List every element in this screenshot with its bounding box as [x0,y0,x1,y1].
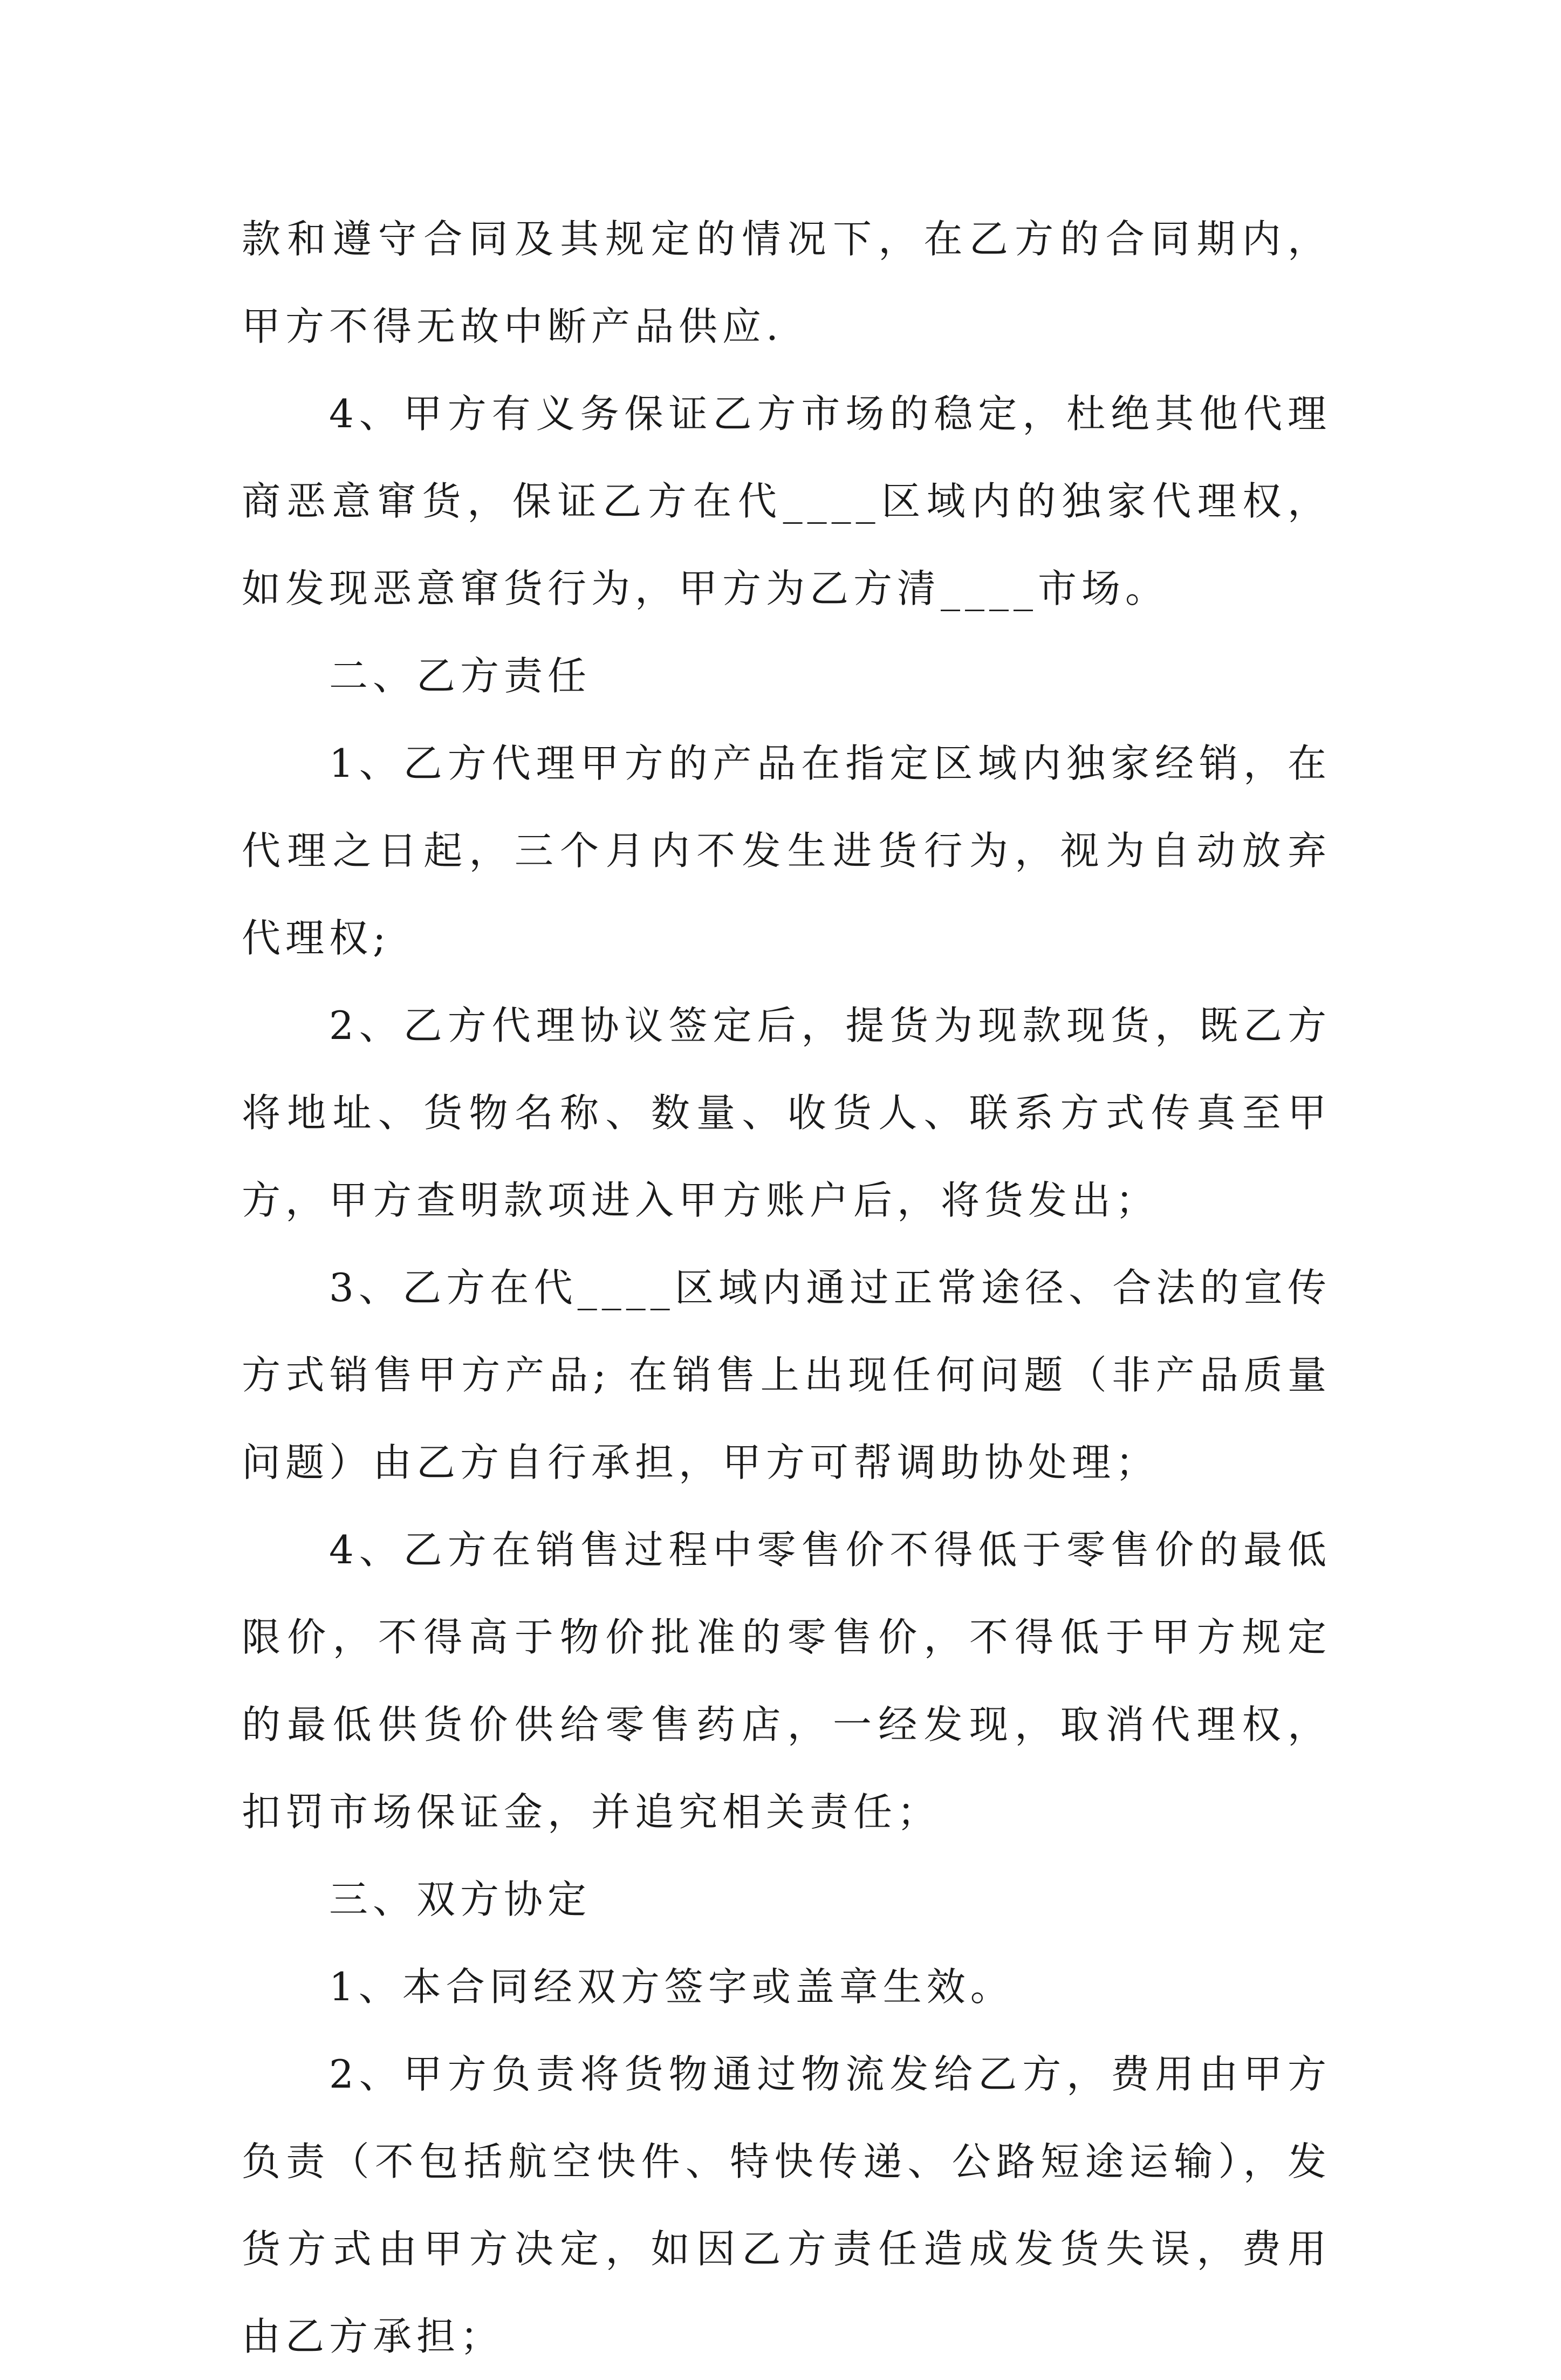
section-heading-party-b: 二、乙方责任 [329,653,592,699]
paragraph-supply-continuation: 款和遵守合同及其规定的情况下，在乙方的合同期内，甲方不得无故中断产品供应. [242,216,1331,349]
paragraph-party-b-clause-2: 2、乙方代理协议签定后，提货为现款现货，既乙方将地址、货物名称、数量、收货人、联系方式传真至甲方，甲方查明款项进入甲方账户后，将货发出； [242,1003,1331,1223]
document-body [242,195,1331,2380]
paragraph-party-b-clause-4: 4、乙方在销售过程中零售价不得低于零售价的最低限价，不得高于物价批准的零售价，不得低于甲方规定的最低供货价供给零售药店，一经发现，取消代理权，扣罚市场保证金，并追究相关责任； [242,1527,1331,1835]
section-heading-mutual-agreement: 三、双方协定 [329,1877,592,1922]
paragraph-party-b-clause-1: 1、乙方代理甲方的产品在指定区域内独家经销，在代理之日起，三个月内不发生进货行为，视为自动放弃代理权; [242,741,1331,961]
paragraph-party-b-clause-3: 3、乙方在代____区域内通过正常途径、合法的宣传方式销售甲方产品; 在销售上出现任何问题（非产品质量问题）由乙方自行承担，甲方可帮调助协处理； [242,1265,1331,1485]
paragraph-mutual-clause-2: 2、甲方负责将货物通过物流发给乙方，费用由甲方负责（不包括航空快件、特快传递、公路短途运输），发货方式由甲方决定，如因乙方责任造成发货失误，费用由乙方承担； [242,2051,1331,2359]
paragraph-party-a-clause-4: 4、甲方有义务保证乙方市场的稳定，杜绝其他代理商恶意窜货，保证乙方在代____区域内的独家代理权，如发现恶意窜货行为，甲方为乙方清____市场。 [242,391,1331,611]
paragraph-mutual-clause-1: 1、本合同经双方签字或盖章生效。 [329,1964,1014,2009]
